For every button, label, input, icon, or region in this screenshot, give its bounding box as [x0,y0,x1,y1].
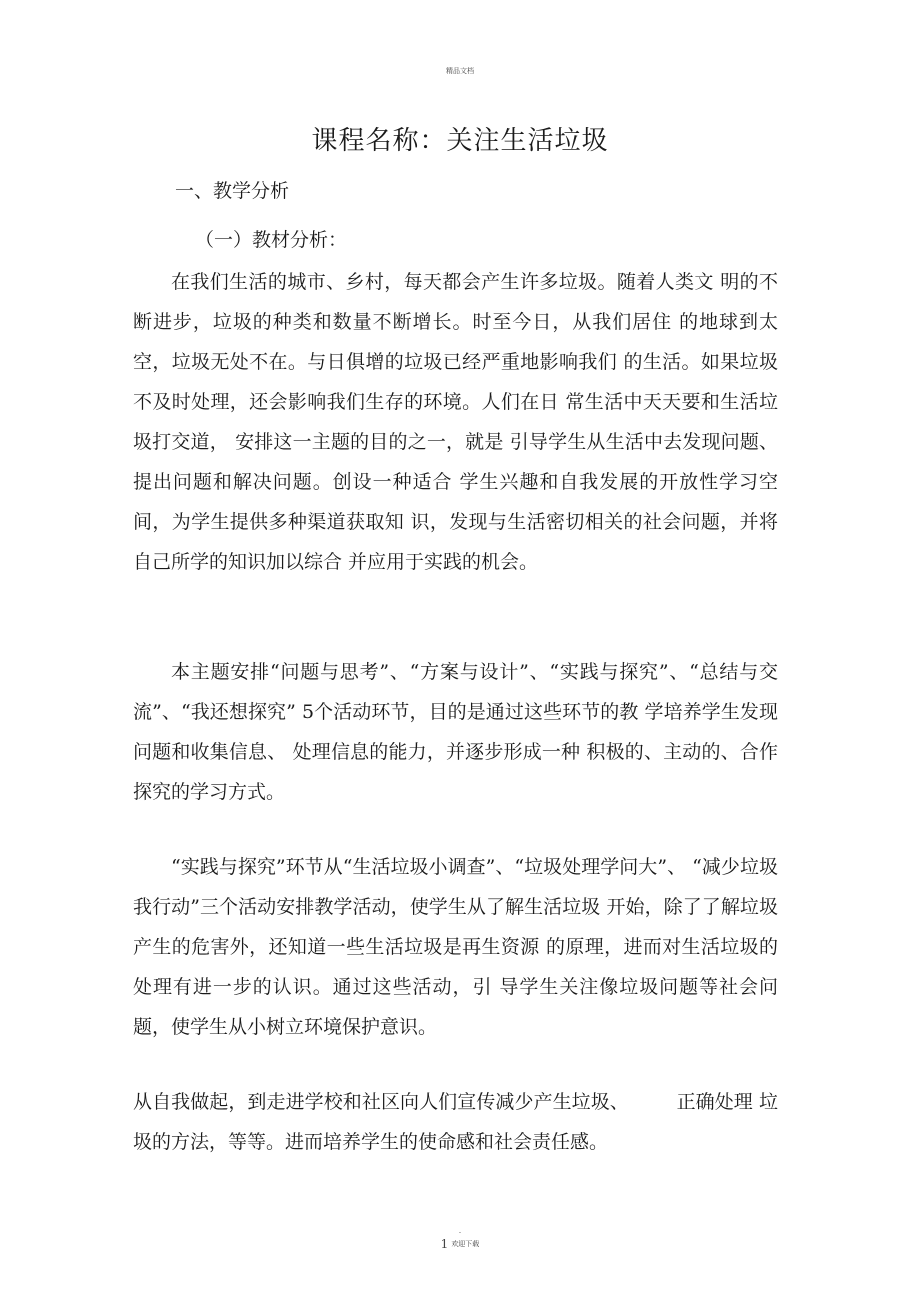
page-number: 1 [440,1237,449,1251]
paragraph-4: 从自我做起，到走进学校和社区向人们宣传减少产生垃圾、 正确处理 垃圾的方法，等等。进而培养学生的使命感和社会责任感。 [133,1091,778,1153]
footer-text: 欢迎下载 [451,1240,480,1248]
section-heading: 一、教学分析 [175,180,290,202]
paragraph-3: “实践与探究”环节从“生活垃圾小调查”、“垃圾处理学问大”、 “减少垃圾我行动”三个活动安排教学活动，使学生从了解生活垃圾 开始，除了了解垃圾产生的危害外，还知道一些生活垃圾是再生资源 的原理，进而对生活垃圾的处理有进一步的认识。通过这些活动，引 导学生关注像垃圾问题等社会问题，使学生从小树立环境保护意识。 [133,856,778,1038]
document-title: 课程名称：关注生活垃圾 [311,126,609,156]
page-footer [0,1228,920,1251]
paragraph-1: 在我们生活的城市、乡村，每天都会产生许多垃圾。随着人类文 明的不断进步，垃圾的种类和数量不断增长。时至今日，从我们居住 的地球到太空，垃圾无处不在。与日俱增的垃圾已经严重地影响我们 的生活。如果垃圾不及时处理，还会影响我们生存的环境。人们在日 常生活中天天要和生活垃圾打交道， 安排这一主题的目的之一，就是 引导学生从生活中去发现问题、提出问题和解决问题。创设一种适合 学生兴趣和自我发展的开放性学习空间，为学生提供多种渠道获取知 识，发现与生活密切相关的社会问题，并将自己所学的知识加以综合 并应用于实践的机会。 [133,271,778,573]
subsection-heading: （一）教材分析： [195,229,348,251]
paragraph-2: 本主题安排“问题与思考”、“方案与设计”、“实践与探究”、“总结与交流”、“我还想探究” 5个活动环节，目的是通过这些环节的教 学培养学生发现问题和收集信息、 处理信息的能力，并逐步形成一种 积极的、主动的、合作探究的学习方式。 [133,661,778,803]
header-note: 精品文档 [446,67,474,75]
footer-dot: . [458,1227,462,1235]
